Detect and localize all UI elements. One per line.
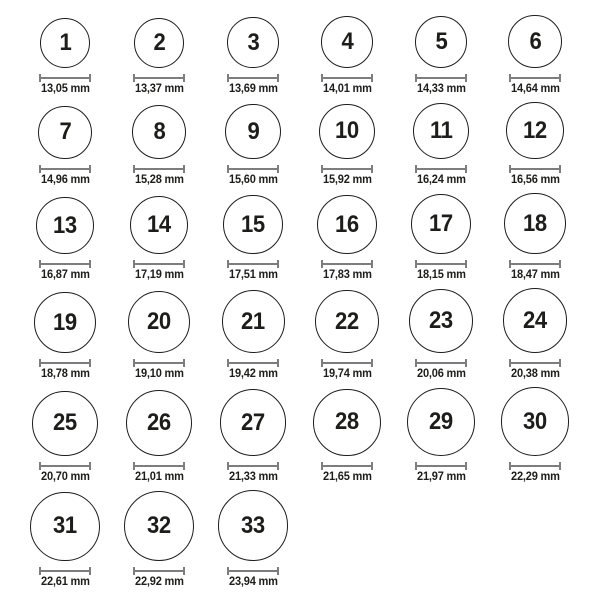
diameter-measure-line	[39, 260, 91, 268]
diameter-label: 19,42 mm	[228, 368, 278, 381]
measure-tick-right-icon	[371, 462, 373, 470]
measure-tick-right-icon	[559, 260, 561, 268]
diameter-label: 19,74 mm	[322, 368, 372, 381]
diameter-label: 21,65 mm	[322, 471, 372, 484]
diameter-label: 17,19 mm	[134, 269, 184, 282]
measure-tick-right-icon	[89, 74, 91, 82]
ring-circle	[218, 490, 289, 561]
ring-circle	[407, 388, 475, 456]
measure-tick-right-icon	[465, 260, 467, 268]
ring-size-number: 15	[241, 210, 265, 238]
measure-bar	[41, 362, 89, 364]
diameter-label: 14,33 mm	[416, 83, 466, 96]
ring-size-number: 12	[523, 116, 547, 144]
ring-size-item	[112, 291, 206, 381]
measure-bar	[229, 168, 277, 170]
diameter-label: 21,01 mm	[134, 471, 184, 484]
chart-row	[18, 193, 582, 282]
measure-tick-right-icon	[277, 260, 279, 268]
diameter-measure-line	[227, 462, 279, 470]
ring-size-item	[18, 18, 112, 96]
measure-bar	[417, 77, 465, 79]
ring-size-number: 30	[523, 407, 547, 435]
ring-size-item	[112, 18, 206, 97]
measure-tick-right-icon	[183, 260, 185, 268]
diameter-measure-line	[227, 359, 279, 367]
diameter-measure-line	[321, 260, 373, 268]
ring-size-number: 31	[53, 512, 77, 540]
ring-circle	[506, 102, 563, 159]
diameter-measure-line	[415, 260, 467, 268]
diameter-label: 14,01 mm	[322, 83, 372, 96]
measure-bar	[417, 263, 465, 265]
ring-size-number: 10	[335, 117, 359, 145]
ring-circle	[503, 288, 568, 353]
diameter-label: 17,83 mm	[322, 269, 372, 282]
chart-row	[18, 288, 582, 381]
measure-bar	[229, 263, 277, 265]
ring-size-item	[206, 17, 300, 96]
diameter-label: 15,60 mm	[228, 174, 278, 187]
measure-tick-right-icon	[89, 260, 91, 268]
diameter-label: 19,10 mm	[134, 368, 184, 381]
ring-size-number: 33	[241, 511, 265, 539]
measure-bar	[417, 168, 465, 170]
ring-size-number: 20	[147, 308, 171, 336]
ring-size-item	[488, 387, 582, 484]
ring-size-item	[112, 105, 206, 188]
measure-tick-right-icon	[183, 165, 185, 173]
diameter-label: 16,87 mm	[40, 269, 90, 282]
measure-bar	[41, 465, 89, 467]
ring-size-number: 24	[523, 306, 547, 334]
ring-circle	[128, 291, 190, 353]
ring-circle	[222, 290, 285, 353]
diameter-measure-line	[227, 567, 279, 575]
diameter-measure-line	[415, 359, 467, 367]
diameter-label: 13,69 mm	[228, 83, 278, 96]
ring-circle	[223, 195, 282, 254]
ring-circle	[415, 16, 468, 69]
ring-circle	[32, 391, 98, 457]
ring-size-number: 18	[523, 209, 547, 237]
ring-circle	[315, 290, 379, 354]
ring-circle	[124, 491, 194, 561]
diameter-label: 16,56 mm	[510, 174, 560, 187]
ring-size-item	[300, 104, 394, 188]
measure-tick-right-icon	[559, 165, 561, 173]
measure-bar	[41, 168, 89, 170]
ring-size-item	[300, 195, 394, 283]
measure-tick-right-icon	[371, 359, 373, 367]
ring-circle	[227, 17, 278, 68]
diameter-measure-line	[321, 74, 373, 82]
ring-circle	[508, 15, 561, 68]
measure-tick-right-icon	[465, 74, 467, 82]
diameter-label: 15,28 mm	[134, 174, 184, 187]
ring-circle	[409, 289, 473, 353]
ring-size-item	[206, 104, 300, 187]
diameter-measure-line	[321, 359, 373, 367]
measure-tick-right-icon	[89, 567, 91, 575]
measure-tick-right-icon	[277, 462, 279, 470]
ring-size-item	[112, 196, 206, 282]
diameter-measure-line	[509, 359, 561, 367]
measure-tick-right-icon	[559, 74, 561, 82]
chart-row	[18, 490, 582, 589]
ring-size-number: 21	[241, 307, 265, 335]
measure-tick-right-icon	[371, 260, 373, 268]
ring-size-item	[488, 102, 582, 187]
ring-size-number: 4	[341, 28, 353, 56]
diameter-label: 18,47 mm	[510, 269, 560, 282]
measure-bar	[229, 465, 277, 467]
ring-circle	[36, 197, 94, 255]
diameter-measure-line	[227, 165, 279, 173]
measure-bar	[41, 77, 89, 79]
diameter-measure-line	[133, 462, 185, 470]
measure-bar	[417, 362, 465, 364]
ring-size-item	[18, 492, 112, 590]
diameter-measure-line	[509, 74, 561, 82]
diameter-label: 14,64 mm	[510, 83, 560, 96]
diameter-measure-line	[509, 165, 561, 173]
measure-tick-right-icon	[183, 462, 185, 470]
measure-tick-right-icon	[277, 567, 279, 575]
ring-size-number: 23	[429, 307, 453, 335]
measure-bar	[323, 77, 371, 79]
ring-size-number: 6	[529, 27, 541, 55]
diameter-measure-line	[227, 260, 279, 268]
measure-bar	[511, 465, 559, 467]
measure-tick-right-icon	[465, 165, 467, 173]
ring-size-item	[394, 16, 488, 97]
measure-bar	[229, 77, 277, 79]
diameter-label: 14,96 mm	[40, 174, 90, 187]
measure-bar	[511, 263, 559, 265]
measure-tick-right-icon	[89, 165, 91, 173]
diameter-measure-line	[39, 165, 91, 173]
ring-size-item	[394, 388, 488, 484]
diameter-label: 20,70 mm	[40, 471, 90, 484]
diameter-label: 22,29 mm	[510, 471, 560, 484]
measure-bar	[323, 168, 371, 170]
measure-bar	[323, 263, 371, 265]
measure-bar	[511, 362, 559, 364]
ring-circle	[411, 194, 471, 254]
diameter-label: 20,38 mm	[510, 368, 560, 381]
ring-size-number: 28	[335, 408, 359, 436]
diameter-label: 21,97 mm	[416, 471, 466, 484]
ring-size-item	[488, 193, 582, 282]
ring-size-number: 14	[147, 211, 171, 239]
ring-circle	[501, 387, 570, 456]
ring-size-number: 25	[53, 409, 77, 437]
diameter-label: 13,05 mm	[40, 83, 90, 96]
diameter-measure-line	[39, 74, 91, 82]
diameter-measure-line	[133, 165, 185, 173]
ring-circle	[40, 18, 90, 68]
diameter-label: 20,06 mm	[416, 368, 466, 381]
chart-row	[18, 387, 582, 484]
ring-circle	[313, 389, 381, 457]
ring-size-item	[206, 490, 300, 589]
diameter-measure-line	[39, 359, 91, 367]
ring-size-number: 2	[153, 28, 165, 56]
measure-tick-right-icon	[183, 359, 185, 367]
ring-size-item	[206, 290, 300, 381]
diameter-measure-line	[39, 567, 91, 575]
measure-bar	[135, 465, 183, 467]
diameter-label: 22,92 mm	[134, 576, 184, 589]
measure-tick-right-icon	[277, 165, 279, 173]
measure-tick-right-icon	[89, 359, 91, 367]
diameter-measure-line	[39, 462, 91, 470]
ring-size-number: 9	[247, 117, 259, 145]
measure-bar	[41, 570, 89, 572]
ring-size-item	[394, 194, 488, 282]
ring-circle	[225, 104, 280, 159]
measure-bar	[323, 465, 371, 467]
measure-bar	[135, 263, 183, 265]
ring-size-item	[206, 389, 300, 484]
measure-tick-right-icon	[277, 359, 279, 367]
measure-tick-right-icon	[277, 74, 279, 82]
diameter-measure-line	[509, 260, 561, 268]
ring-circle	[321, 16, 373, 68]
measure-bar	[417, 465, 465, 467]
ring-circle	[130, 196, 188, 254]
ring-circle	[319, 104, 375, 160]
diameter-measure-line	[321, 462, 373, 470]
ring-size-number: 17	[429, 210, 453, 238]
measure-bar	[135, 570, 183, 572]
ring-size-item	[300, 389, 394, 485]
ring-circle	[38, 106, 92, 160]
ring-size-number: 22	[335, 307, 359, 335]
ring-size-item	[18, 197, 112, 283]
ring-size-item	[112, 491, 206, 589]
chart-row	[18, 102, 582, 187]
measure-bar	[229, 362, 277, 364]
measure-bar	[41, 263, 89, 265]
diameter-measure-line	[133, 567, 185, 575]
ring-size-number: 32	[147, 511, 171, 539]
diameter-measure-line	[133, 260, 185, 268]
ring-size-item	[300, 290, 394, 382]
measure-bar	[511, 77, 559, 79]
measure-bar	[229, 570, 277, 572]
measure-bar	[511, 168, 559, 170]
ring-size-number: 29	[429, 408, 453, 436]
ring-circle	[132, 105, 187, 160]
ring-circle	[504, 193, 565, 254]
diameter-measure-line	[227, 74, 279, 82]
measure-tick-right-icon	[465, 462, 467, 470]
ring-circle	[126, 390, 192, 456]
ring-size-item	[206, 195, 300, 282]
diameter-measure-line	[133, 359, 185, 367]
diameter-label: 16,24 mm	[416, 174, 466, 187]
measure-bar	[135, 168, 183, 170]
chart-row	[18, 15, 582, 96]
ring-size-number: 26	[147, 409, 171, 437]
ring-size-item	[18, 292, 112, 382]
ring-size-item	[394, 103, 488, 188]
measure-tick-right-icon	[183, 74, 185, 82]
diameter-measure-line	[509, 462, 561, 470]
ring-size-item	[300, 16, 394, 96]
measure-tick-right-icon	[559, 359, 561, 367]
ring-size-number: 3	[247, 28, 259, 56]
measure-tick-right-icon	[559, 462, 561, 470]
diameter-measure-line	[415, 165, 467, 173]
ring-size-number: 16	[335, 210, 359, 238]
diameter-label: 15,92 mm	[322, 174, 372, 187]
measure-tick-right-icon	[371, 165, 373, 173]
diameter-label: 22,61 mm	[40, 576, 90, 589]
measure-bar	[135, 362, 183, 364]
ring-size-item	[112, 390, 206, 484]
ring-circle	[317, 195, 377, 255]
diameter-measure-line	[133, 74, 185, 82]
measure-bar	[135, 77, 183, 79]
measure-bar	[323, 362, 371, 364]
ring-size-number: 19	[53, 308, 77, 336]
ring-circle	[134, 18, 185, 69]
diameter-measure-line	[415, 462, 467, 470]
diameter-label: 23,94 mm	[228, 576, 278, 589]
diameter-label: 18,15 mm	[416, 269, 466, 282]
ring-size-number: 7	[59, 118, 71, 146]
ring-size-item	[488, 15, 582, 96]
ring-size-number: 27	[241, 408, 265, 436]
ring-size-item	[18, 106, 112, 188]
diameter-measure-line	[321, 165, 373, 173]
ring-size-number: 11	[429, 117, 453, 145]
diameter-label: 18,78 mm	[40, 368, 90, 381]
measure-tick-right-icon	[465, 359, 467, 367]
ring-circle	[30, 492, 100, 562]
diameter-label: 21,33 mm	[228, 471, 278, 484]
ring-circle	[220, 389, 287, 456]
ring-size-number: 5	[435, 27, 447, 55]
measure-tick-right-icon	[371, 74, 373, 82]
ring-size-item	[18, 391, 112, 485]
ring-size-item	[394, 289, 488, 381]
diameter-label: 13,37 mm	[134, 83, 184, 96]
diameter-measure-line	[415, 74, 467, 82]
ring-circle	[413, 103, 470, 160]
ring-size-number: 13	[53, 211, 77, 239]
measure-tick-right-icon	[89, 462, 91, 470]
ring-size-number: 1	[59, 29, 71, 57]
diameter-label: 17,51 mm	[228, 269, 278, 282]
ring-size-number: 8	[153, 118, 165, 146]
measure-tick-right-icon	[183, 567, 185, 575]
ring-circle	[34, 292, 96, 354]
ring-size-item	[488, 288, 582, 381]
